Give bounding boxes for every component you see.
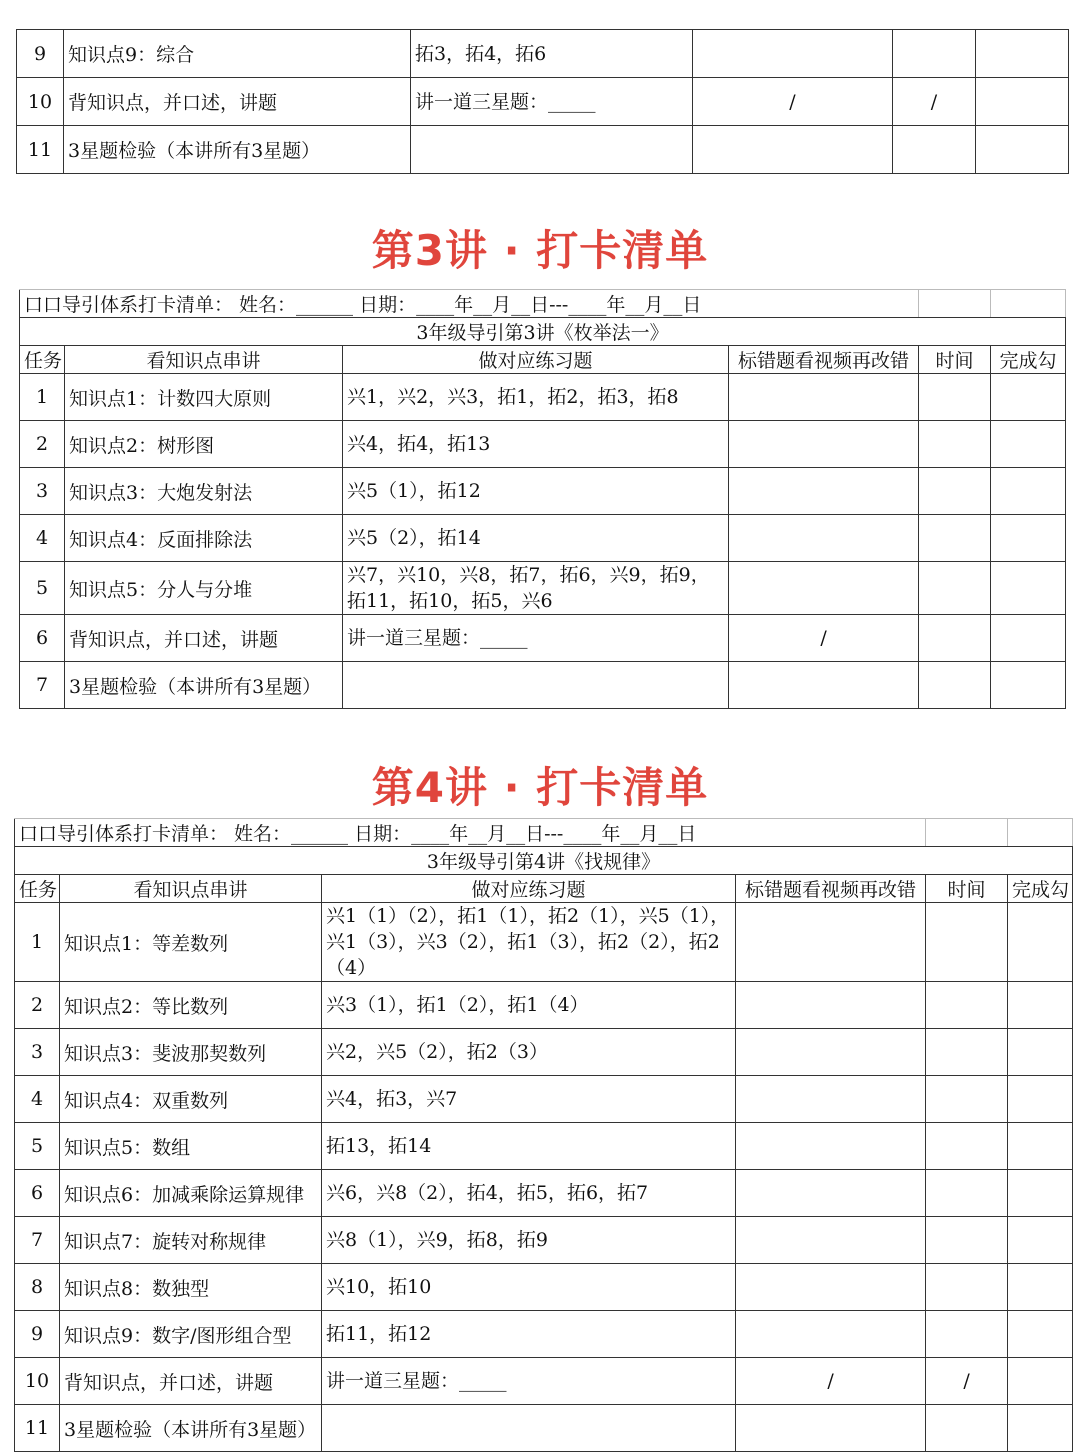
mark-errors-cell: [693, 30, 893, 78]
task-number: 3: [20, 468, 65, 515]
done-check-cell: [976, 78, 1069, 126]
table-row: [15, 1123, 1073, 1170]
done-check-cell: [1008, 982, 1073, 1029]
time-cell: [926, 1170, 1008, 1217]
header-done: 完成勾: [1008, 875, 1073, 903]
section4-heading: 第4讲 · 打卡清单: [371, 763, 709, 812]
mark-errors-cell: [736, 982, 926, 1029]
done-check-cell: [991, 468, 1066, 515]
table-title: 3年级导引第4讲《找规律》: [15, 847, 1073, 875]
time-cell: [926, 1123, 1008, 1170]
exercises-cell: 拓13，拓14: [322, 1123, 736, 1170]
time-cell: [926, 1311, 1008, 1358]
exercises-cell: 兴10，拓10: [322, 1264, 736, 1311]
task-number: 7: [15, 1217, 60, 1264]
task-number: 1: [15, 903, 60, 982]
exercises-cell: 兴1（1）（2），拓1（1），拓2（1），兴5（1），兴1（3），兴3（2），拓1（3），拓2（2），拓2（4）: [322, 903, 736, 982]
mark-errors-cell: [736, 1170, 926, 1217]
header-topic: 看知识点串讲: [60, 875, 322, 903]
done-check-cell: [976, 30, 1069, 78]
table-row: [20, 562, 1066, 615]
topic-cell: 知识点7：旋转对称规律: [60, 1217, 322, 1264]
topic-cell: 知识点1：等差数列: [60, 903, 322, 982]
table-row: [15, 1264, 1073, 1311]
exercises-cell: 拓11，拓12: [322, 1311, 736, 1358]
table-row: [15, 982, 1073, 1029]
table-row: [15, 1358, 1073, 1405]
topic-cell: 知识点6：加减乘除运算规律: [60, 1170, 322, 1217]
table-row: [17, 126, 1069, 174]
meta-blank-cell: [991, 290, 1066, 318]
mark-errors-cell: [736, 903, 926, 982]
time-cell: [926, 1217, 1008, 1264]
topic-cell: 知识点9：综合: [64, 30, 411, 78]
header-exercises: 做对应练习题: [343, 346, 729, 374]
table-row: [20, 662, 1066, 709]
done-check-cell: [1008, 1264, 1073, 1311]
topic-cell: 背知识点，并口述，讲题: [60, 1358, 322, 1405]
table-title: 3年级导引第3讲《枚举法一》: [20, 318, 1066, 346]
task-number: 11: [17, 126, 64, 174]
exercises-cell: 兴4，拓4，拓13: [343, 421, 729, 468]
table-row: [15, 1217, 1073, 1264]
mark-errors-cell: [729, 468, 919, 515]
task-number: 3: [15, 1029, 60, 1076]
table-row: [15, 1170, 1073, 1217]
table-row: [15, 1405, 1073, 1452]
header-task: 任务: [20, 346, 65, 374]
topic-cell: 知识点9：数字/图形组合型: [60, 1311, 322, 1358]
done-check-cell: [991, 562, 1066, 615]
topic-cell: 知识点4：双重数列: [60, 1076, 322, 1123]
mark-errors-cell: [729, 374, 919, 421]
mark-errors-cell: [729, 421, 919, 468]
exercises-cell: [343, 662, 729, 709]
table-row: [17, 78, 1069, 126]
topic-cell: 知识点3：大炮发射法: [65, 468, 343, 515]
done-check-cell: [1008, 1311, 1073, 1358]
header-task: 任务: [15, 875, 60, 903]
table-row: [15, 1029, 1073, 1076]
header-mark-errors: 标错题看视频再改错: [736, 875, 926, 903]
mark-errors-cell: [693, 126, 893, 174]
task-number: 4: [20, 515, 65, 562]
task-number: 8: [15, 1264, 60, 1311]
mark-errors-cell: /: [736, 1358, 926, 1405]
task-number: 2: [20, 421, 65, 468]
time-cell: [926, 1076, 1008, 1123]
topic-cell: 知识点3：斐波那契数列: [60, 1029, 322, 1076]
table-row: [20, 468, 1066, 515]
exercises-cell: 讲一道三星题：_____: [411, 78, 693, 126]
section3-table: [19, 289, 1066, 709]
exercises-cell: 兴1，兴2，兴3，拓1，拓2，拓3，拓8: [343, 374, 729, 421]
exercises-cell: 兴5（2），拓14: [343, 515, 729, 562]
time-cell: /: [893, 78, 976, 126]
task-number: 9: [17, 30, 64, 78]
table-row: [20, 374, 1066, 421]
table-row: [20, 421, 1066, 468]
exercises-cell: 讲一道三星题：_____: [343, 615, 729, 662]
meta-blank-cell: [1008, 819, 1073, 847]
checklist-meta-line: 口口导引体系打卡清单： 姓名：______ 日期：____年__月__日---____年__月__日: [15, 819, 926, 847]
done-check-cell: [1008, 1358, 1073, 1405]
task-number: 7: [20, 662, 65, 709]
time-cell: [893, 30, 976, 78]
topic-cell: 知识点2：树形图: [65, 421, 343, 468]
checklist-meta-line: 口口导引体系打卡清单： 姓名：______ 日期：____年__月__日---____年__月__日: [20, 290, 919, 318]
topic-cell: 知识点1：计数四大原则: [65, 374, 343, 421]
header-done: 完成勾: [991, 346, 1066, 374]
topic-cell: 知识点2：等比数列: [60, 982, 322, 1029]
header-mark-errors: 标错题看视频再改错: [729, 346, 919, 374]
time-cell: [919, 615, 991, 662]
exercises-cell: 兴8（1），兴9，拓8，拓9: [322, 1217, 736, 1264]
section4-table: [14, 818, 1073, 1452]
done-check-cell: [991, 515, 1066, 562]
exercises-cell: 兴4，拓3，兴7: [322, 1076, 736, 1123]
meta-blank-cell: [919, 290, 991, 318]
done-check-cell: [1008, 1405, 1073, 1452]
meta-blank-cell: [926, 819, 1008, 847]
time-cell: [919, 515, 991, 562]
exercises-cell: 拓3，拓4，拓6: [411, 30, 693, 78]
time-cell: [919, 374, 991, 421]
table-row: [20, 515, 1066, 562]
task-number: 1: [20, 374, 65, 421]
time-cell: [893, 126, 976, 174]
header-time: 时间: [919, 346, 991, 374]
task-number: 5: [15, 1123, 60, 1170]
done-check-cell: [991, 421, 1066, 468]
table-row: [15, 1311, 1073, 1358]
exercises-cell: 兴2，兴5（2），拓2（3）: [322, 1029, 736, 1076]
table-row: [15, 903, 1073, 982]
task-number: 6: [20, 615, 65, 662]
mark-errors-cell: [736, 1311, 926, 1358]
mark-errors-cell: /: [729, 615, 919, 662]
section3-heading: 第3讲 · 打卡清单: [371, 226, 709, 275]
header-time: 时间: [926, 875, 1008, 903]
exercises-cell: 兴7，兴10，兴8，拓7，拓6，兴9，拓9，拓11，拓10，拓5，兴6: [343, 562, 729, 615]
mark-errors-cell: [729, 515, 919, 562]
task-number: 4: [15, 1076, 60, 1123]
topic-cell: 知识点4：反面排除法: [65, 515, 343, 562]
time-cell: [919, 421, 991, 468]
done-check-cell: [1008, 1217, 1073, 1264]
time-cell: [919, 562, 991, 615]
task-number: 5: [20, 562, 65, 615]
header-topic: 看知识点串讲: [65, 346, 343, 374]
done-check-cell: [1008, 1029, 1073, 1076]
topic-cell: 知识点5：数组: [60, 1123, 322, 1170]
done-check-cell: [1008, 1123, 1073, 1170]
done-check-cell: [976, 126, 1069, 174]
topic-cell: 背知识点，并口述，讲题: [65, 615, 343, 662]
done-check-cell: [1008, 1170, 1073, 1217]
mark-errors-cell: [736, 1405, 926, 1452]
exercises-cell: 讲一道三星题：_____: [322, 1358, 736, 1405]
mark-errors-cell: [736, 1264, 926, 1311]
task-number: 10: [17, 78, 64, 126]
exercises-cell: 兴5（1），拓12: [343, 468, 729, 515]
topic-cell: 3星题检验（本讲所有3星题）: [64, 126, 411, 174]
task-number: 11: [15, 1405, 60, 1452]
time-cell: [926, 1264, 1008, 1311]
done-check-cell: [991, 615, 1066, 662]
topic-cell: 3星题检验（本讲所有3星题）: [65, 662, 343, 709]
exercises-cell: [411, 126, 693, 174]
exercises-cell: 兴6，兴8（2），拓4，拓5，拓6，拓7: [322, 1170, 736, 1217]
mark-errors-cell: [736, 1217, 926, 1264]
mark-errors-cell: [736, 1029, 926, 1076]
top-checklist-table: [16, 29, 1069, 174]
time-cell: /: [926, 1358, 1008, 1405]
done-check-cell: [991, 374, 1066, 421]
time-cell: [919, 662, 991, 709]
table-row: [15, 1076, 1073, 1123]
task-number: 6: [15, 1170, 60, 1217]
mark-errors-cell: [729, 562, 919, 615]
time-cell: [919, 468, 991, 515]
topic-cell: 知识点8：数独型: [60, 1264, 322, 1311]
time-cell: [926, 982, 1008, 1029]
exercises-cell: [322, 1405, 736, 1452]
header-exercises: 做对应练习题: [322, 875, 736, 903]
mark-errors-cell: [736, 1123, 926, 1170]
topic-cell: 知识点5：分人与分堆: [65, 562, 343, 615]
task-number: 9: [15, 1311, 60, 1358]
topic-cell: 背知识点，并口述，讲题: [64, 78, 411, 126]
done-check-cell: [1008, 903, 1073, 982]
table-row: [20, 615, 1066, 662]
done-check-cell: [991, 662, 1066, 709]
topic-cell: 3星题检验（本讲所有3星题）: [60, 1405, 322, 1452]
done-check-cell: [1008, 1076, 1073, 1123]
task-number: 10: [15, 1358, 60, 1405]
mark-errors-cell: [729, 662, 919, 709]
time-cell: [926, 1405, 1008, 1452]
time-cell: [926, 1029, 1008, 1076]
table-row: [17, 30, 1069, 78]
task-number: 2: [15, 982, 60, 1029]
mark-errors-cell: /: [693, 78, 893, 126]
time-cell: [926, 903, 1008, 982]
exercises-cell: 兴3（1），拓1（2），拓1（4）: [322, 982, 736, 1029]
mark-errors-cell: [736, 1076, 926, 1123]
